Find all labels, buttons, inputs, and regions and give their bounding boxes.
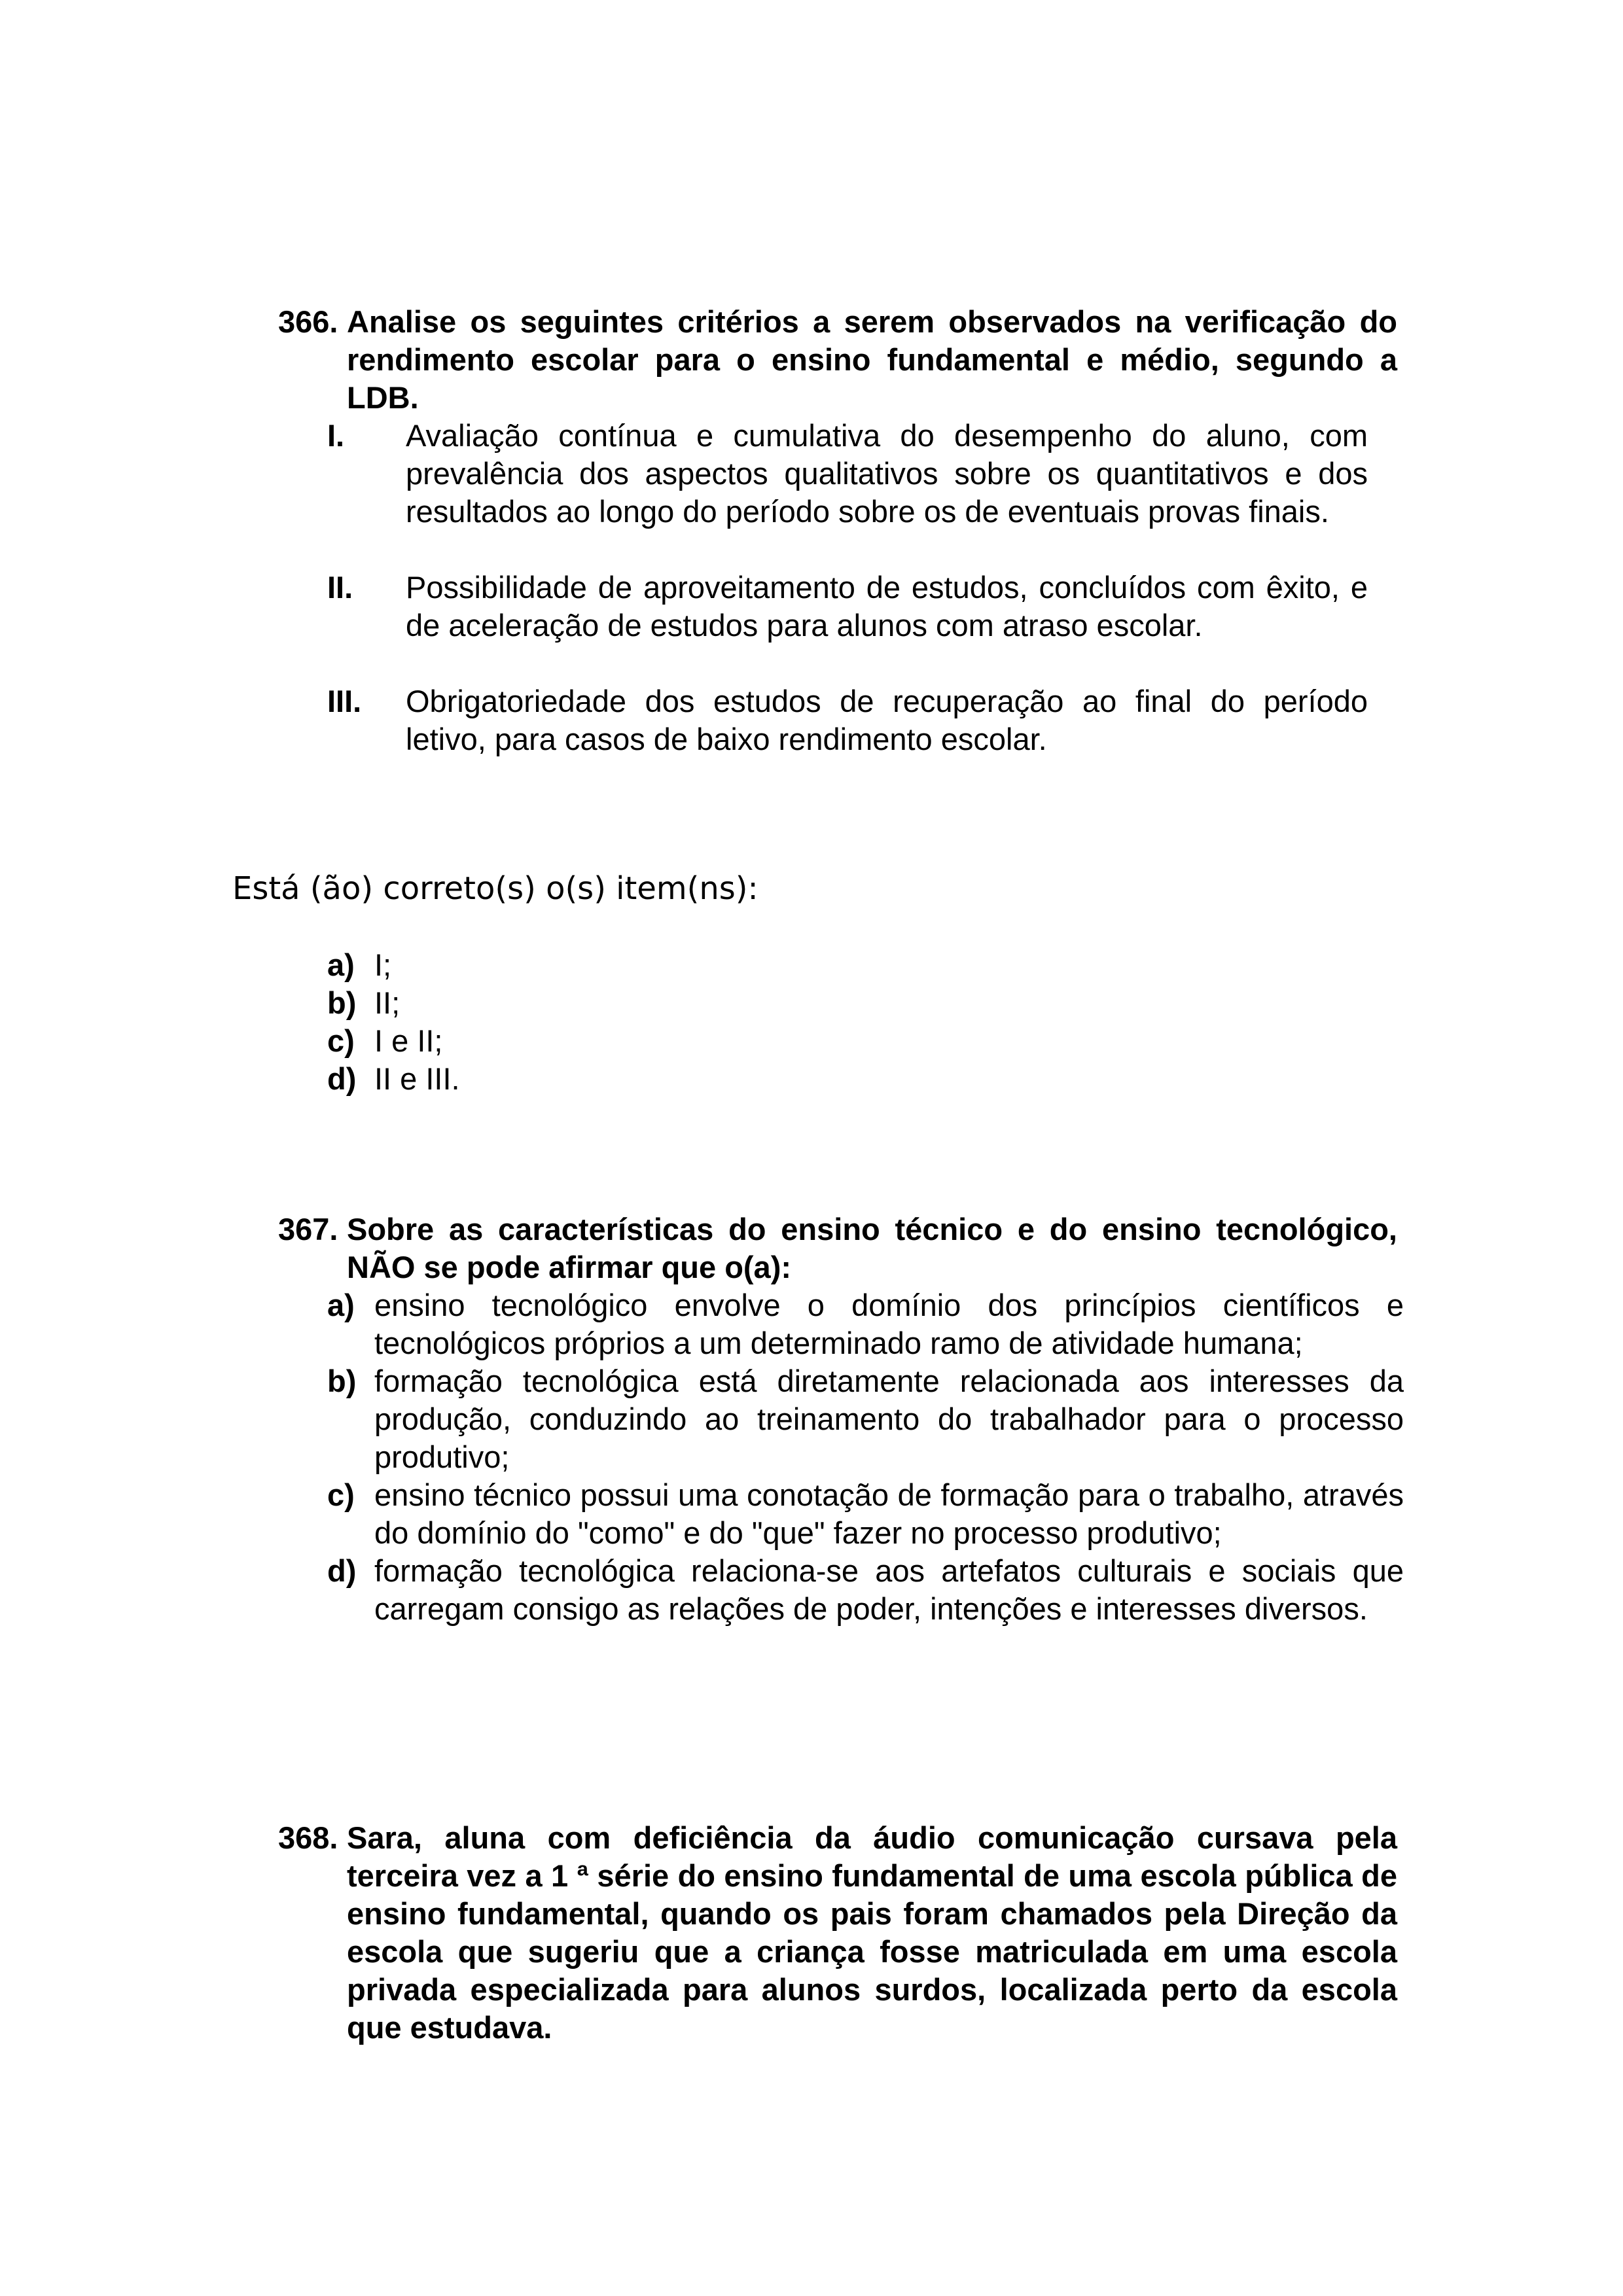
options-366 — [327, 946, 982, 1098]
option — [327, 1286, 1404, 1362]
roman-text: Avaliação contínua e cumulativa do desempenho do aluno, com prevalência dos aspectos qualitativos sobre os quantitativos e dos resultados ao longo do período sobre os de eventuais provas finais. — [406, 418, 1368, 529]
option — [327, 1552, 1404, 1628]
option — [327, 1022, 982, 1060]
option — [327, 1476, 1404, 1552]
question-number: 366. — [278, 304, 338, 339]
option-text: formação tecnológica relaciona-se aos artefatos culturais e sociais que carregam consigo as relações de poder, intenções e interesses diversos. — [374, 1553, 1404, 1626]
question-header — [278, 1819, 1404, 2047]
question-title: Sara, aluna com deficiência da áudio comunicação cursava pela terceira vez a 1 ª série do ensino fundamental de uma escola pública de ensino fundamental, quando os pais foram chamados pela Direção da escola que sugeriu que a criança fosse matriculada em uma escola privada especializada para alunos surdos, localizada perto da escola que estudava. — [347, 1820, 1397, 2045]
option-label: b) — [327, 985, 357, 1020]
option-text: I e II; — [374, 1023, 443, 1058]
question-title: Analise os seguintes critérios a serem observados na verificação do rendimento escolar para o ensino fundamental e médio, segundo a LDB. — [347, 304, 1397, 415]
roman-item — [327, 682, 1400, 758]
option — [327, 1362, 1404, 1476]
option-text: formação tecnológica está diretamente relacionada aos interesses da produção, conduzindo ao treinamento do trabalhador para o processo produtivo; — [374, 1364, 1404, 1474]
question-header — [278, 303, 1404, 417]
roman-text: Possibilidade de aproveitamento de estudos, concluídos com êxito, e de aceleração de estudos para alunos com atraso escolar. — [406, 570, 1368, 643]
option-text: ensino técnico possui uma conotação de formação para o trabalho, através do domínio do "como" e do "que" fazer no processo produtivo; — [374, 1477, 1404, 1550]
option-label: d) — [327, 1061, 357, 1096]
option-label: a) — [327, 1288, 355, 1322]
question-number: 368. — [278, 1820, 338, 1855]
option — [327, 946, 982, 984]
roman-text: Obrigatoriedade dos estudos de recuperação ao final do período letivo, para casos de baixo rendimento escolar. — [406, 684, 1368, 756]
option-text: I; — [374, 947, 392, 982]
option-label: b) — [327, 1364, 357, 1398]
option — [327, 1060, 982, 1098]
option — [327, 984, 982, 1022]
roman-items — [327, 417, 1400, 758]
option-text: II e III. — [374, 1061, 460, 1096]
options-367 — [327, 1286, 1404, 1628]
question-368 — [278, 1819, 1404, 2047]
question-number: 367. — [278, 1212, 338, 1246]
roman-item — [327, 569, 1400, 645]
roman-label: I. — [327, 418, 345, 453]
option-label: c) — [327, 1477, 355, 1512]
option-label: d) — [327, 1553, 357, 1588]
option-label: a) — [327, 947, 355, 982]
question-title: Sobre as características do ensino técnico e do ensino tecnológico, NÃO se pode afirmar que o(a): — [347, 1212, 1397, 1284]
option-text: ensino tecnológico envolve o domínio dos princípios científicos e tecnológicos próprios a um determinado ramo de atividade humana; — [374, 1288, 1404, 1360]
question-367 — [278, 1210, 1404, 1286]
question-366 — [278, 303, 1404, 417]
roman-item — [327, 417, 1400, 531]
question-header — [278, 1210, 1404, 1286]
question-stem: Está (ão) correto(s) o(s) item(ns): — [232, 870, 758, 907]
roman-label: II. — [327, 570, 353, 605]
option-label: c) — [327, 1023, 355, 1058]
roman-label: III. — [327, 684, 362, 718]
option-text: II; — [374, 985, 401, 1020]
